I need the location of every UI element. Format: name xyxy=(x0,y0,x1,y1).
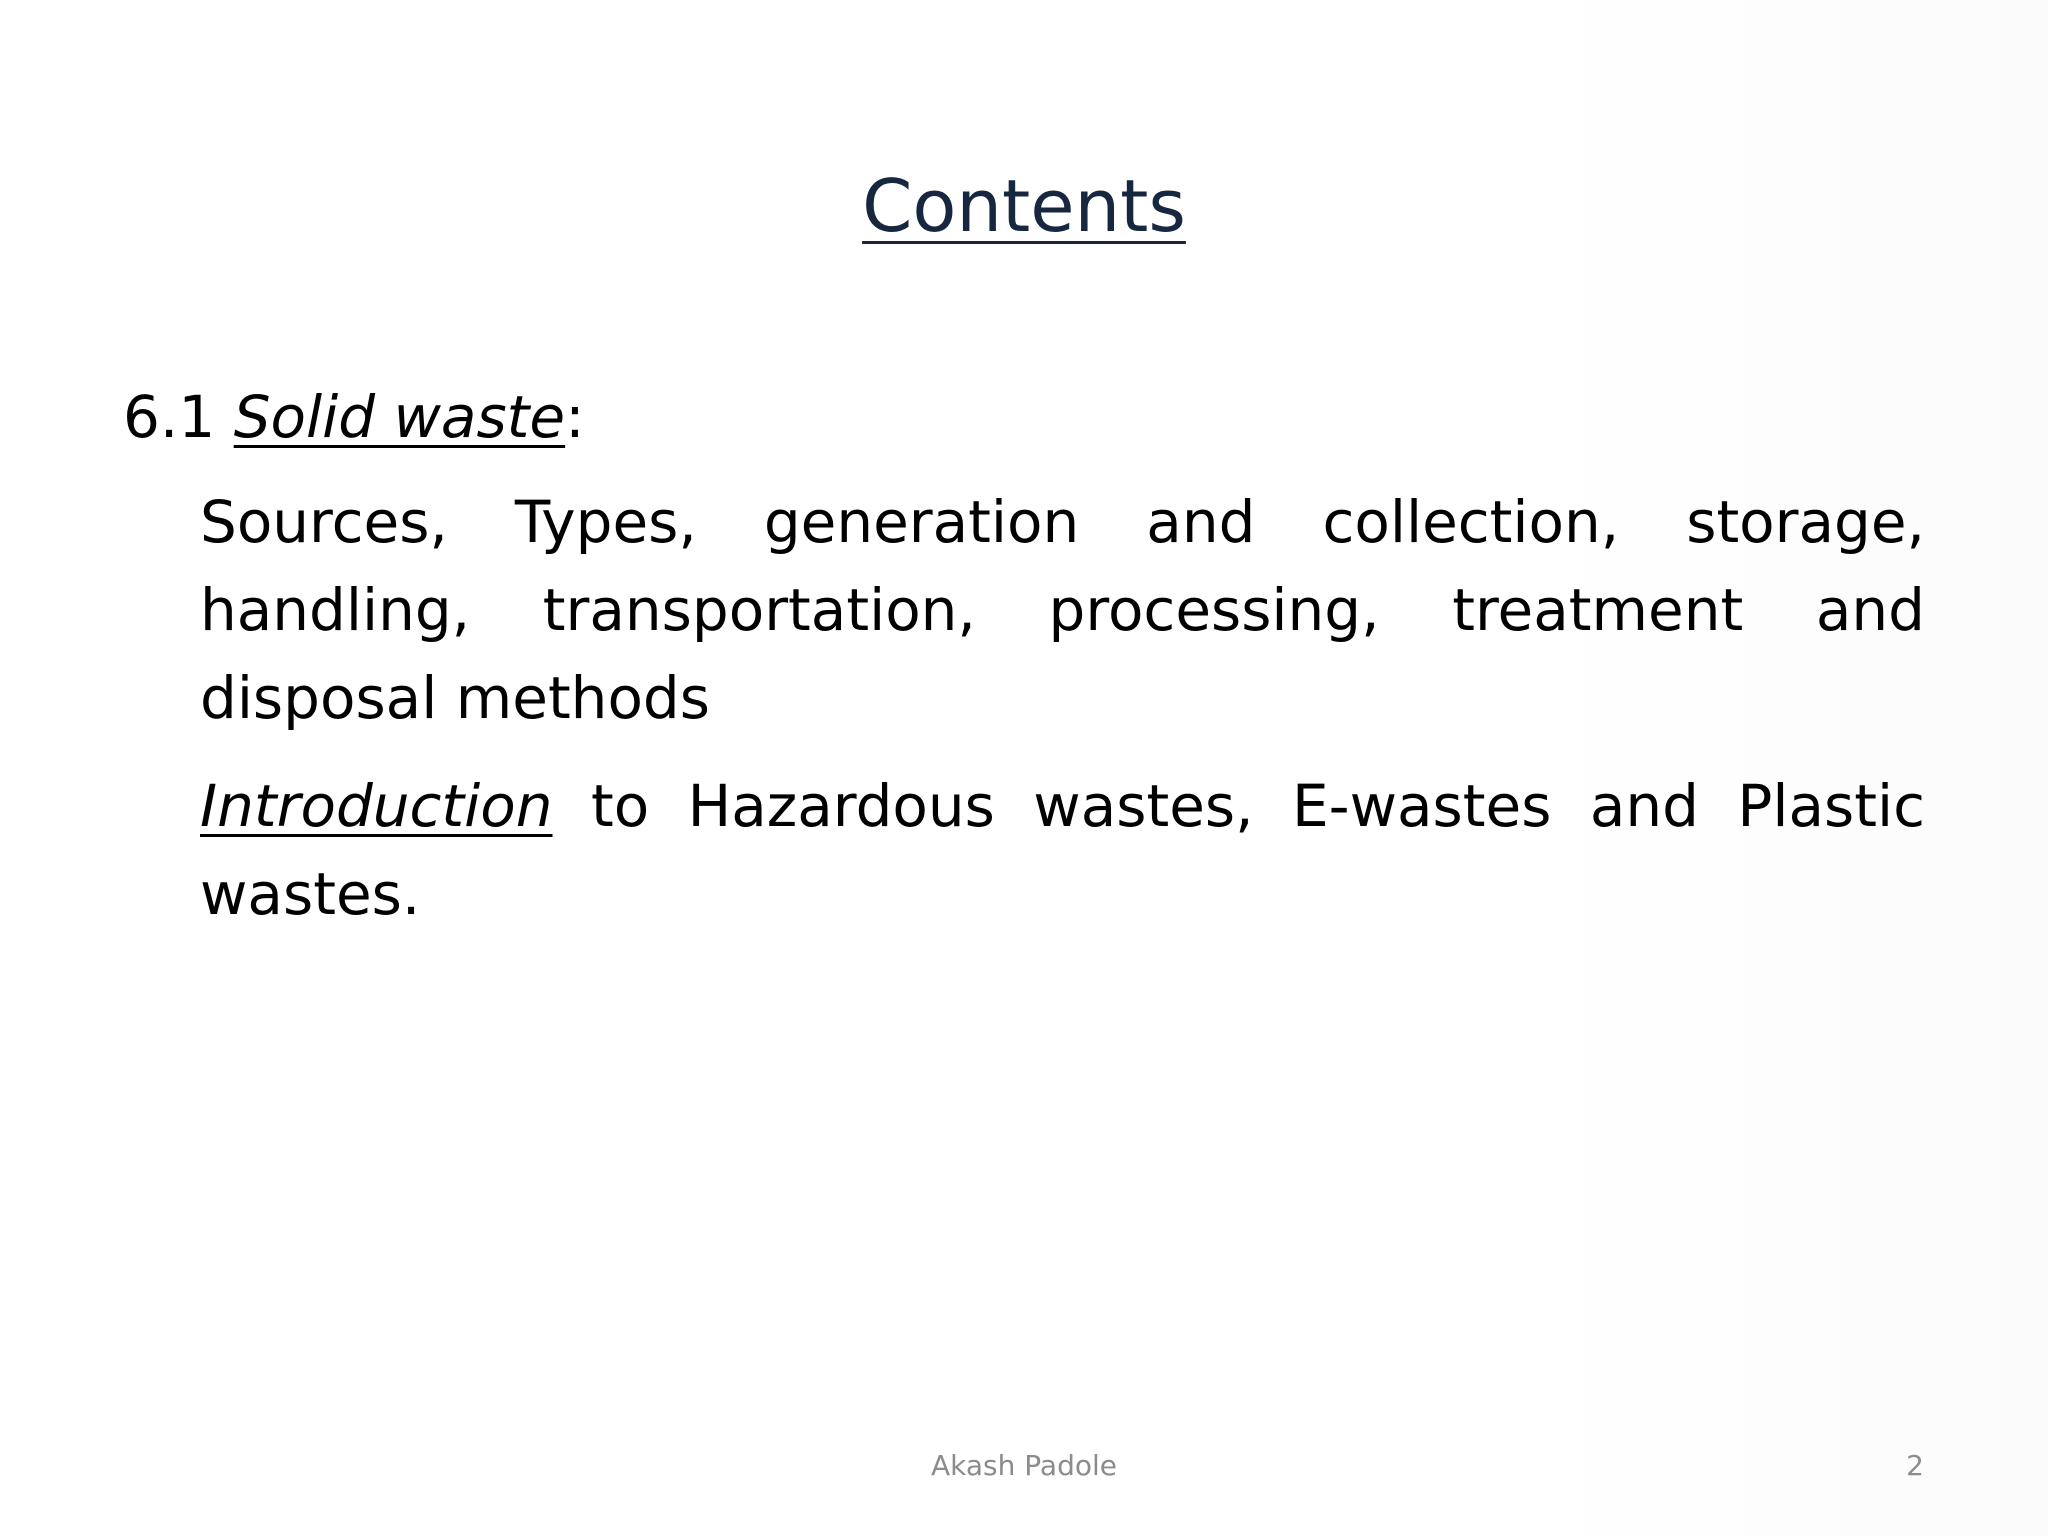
slide-title-text: Contents xyxy=(862,164,1186,248)
intro-paragraph xyxy=(200,762,1925,938)
section-heading xyxy=(123,372,585,462)
slide-title xyxy=(0,158,2048,254)
section-title: Solid waste xyxy=(233,383,566,451)
slide-number: 2 xyxy=(1906,1449,1924,1482)
intro-emphasis: Introduction xyxy=(200,772,553,840)
footer-author: Akash Padole xyxy=(931,1449,1117,1482)
intro-text: to Hazardous wastes, E-wastes and Plastic wastes. xyxy=(200,772,1925,928)
section-colon: : xyxy=(565,383,585,451)
section-number: 6.1 xyxy=(123,383,216,451)
topics-paragraph: Sources, Types, generation and collection, storage, handling, transportation, processing, treatment and disposal methods xyxy=(200,488,1925,732)
